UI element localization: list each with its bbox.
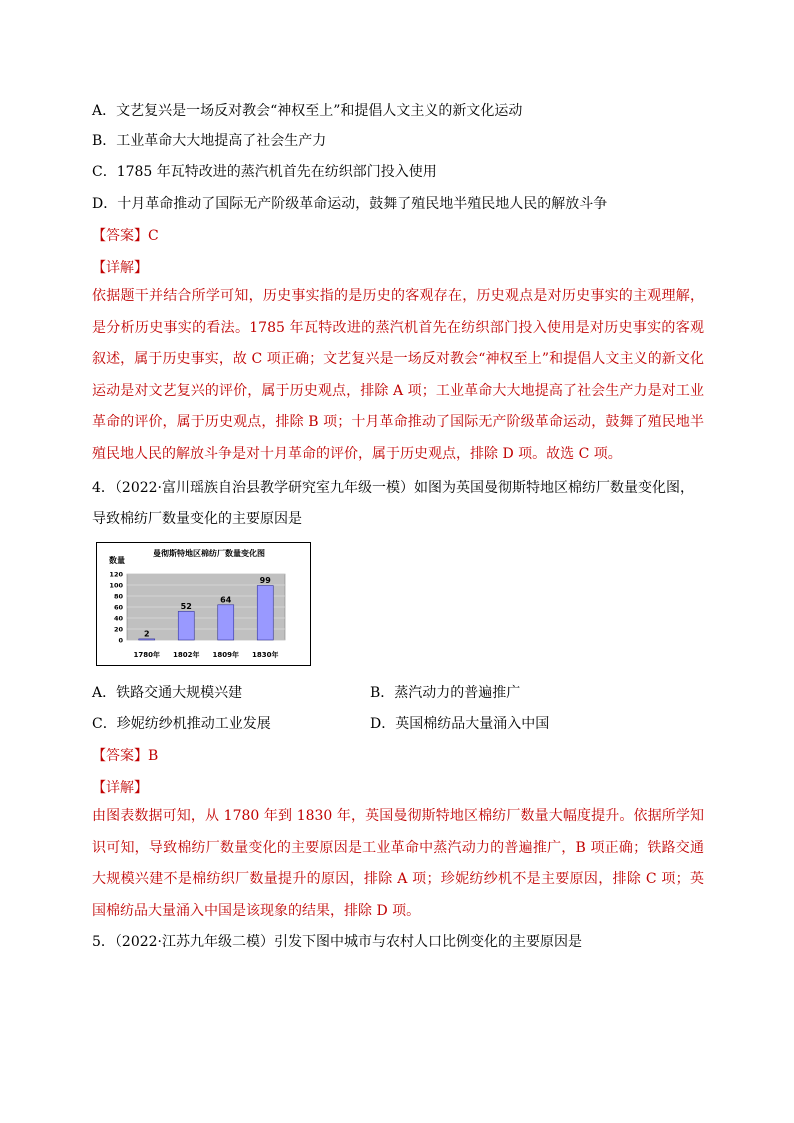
q4-option-c: C．珍妮纺纱机推动工业发展 — [92, 716, 271, 732]
y-tick-label: 120 — [109, 570, 123, 579]
q5-stem: 5．（2022·江苏九年级二模）引发下图中城市与农村人口比例变化的主要原因是 — [92, 934, 582, 950]
bar — [139, 639, 155, 640]
q4-detail-text: 由图表数据可知，从 1780 年到 1830 年，英国曼彻斯特地区棉纺厂数量大幅度提升。依据所学知识可知，导致棉纺厂数量变化的主要原因是工业革命中蒸汽动力的普遍推广，B 项正确；铁路交通大规模兴建不是棉纺织厂数量提升的原因，排除 A 项；珍妮纺纱机不是主要原因，排除 C 项；英国棉纺品大量涌入中国是该现象的结果，排除 D 项。 — [92, 808, 704, 919]
x-tick-label: 1809年 — [212, 651, 239, 659]
q3-option-a: A．文艺复兴是一场反对教会“神权至上”和提倡人文主义的新文化运动 — [92, 103, 523, 119]
q3-answer-label: 【答案】 — [92, 228, 148, 244]
data-label: 64 — [220, 595, 232, 605]
q4-stem-line2: 导致棉纺厂数量变化的主要原因是 — [92, 511, 302, 527]
x-tick-label: 1830年 — [252, 651, 279, 659]
y-axis-label: 数量 — [109, 556, 125, 565]
chart — [97, 543, 310, 665]
data-label: 52 — [180, 601, 192, 611]
q4-answer-label: 【答案】 — [92, 748, 148, 764]
y-tick-label: 20 — [113, 625, 123, 634]
y-tick-label: 0 — [118, 636, 123, 645]
q4-answer-value: B — [148, 748, 159, 764]
bar — [218, 605, 234, 640]
bar — [257, 586, 273, 640]
q3-option-d: D．十月革命推动了国际无产阶级革命运动，鼓舞了殖民地半殖民地人民的解放斗争 — [92, 196, 608, 212]
q4-detail-label: 【详解】 — [92, 780, 148, 796]
chart-figure — [96, 542, 311, 666]
y-tick-label: 80 — [113, 592, 123, 601]
q3-detail-label: 【详解】 — [92, 260, 148, 276]
data-label: 2 — [143, 629, 150, 639]
q3-option-c: C．1785 年瓦特改进的蒸汽机首先在纺织部门投入使用 — [92, 164, 437, 180]
q4-stem-line1: 4．（2022·富川瑶族自治县教学研究室九年级一模）如图为英国曼彻斯特地区棉纺厂数量变化图， — [92, 480, 694, 496]
q4-answer — [92, 746, 158, 766]
y-tick-label: 60 — [113, 603, 123, 612]
q4-option-a: A．铁路交通大规模兴建 — [92, 685, 243, 701]
q3-answer-value: C — [148, 228, 159, 244]
x-tick-label: 1802年 — [173, 651, 200, 659]
chart-title: 曼彻斯特地区棉纺厂数量变化图 — [153, 549, 265, 558]
x-tick-label: 1780年 — [133, 651, 160, 659]
y-tick-label: 40 — [113, 614, 123, 623]
q4-option-b: B．蒸汽动力的普遍推广 — [370, 685, 521, 701]
q3-detail-text: 依据题干并结合所学可知，历史事实指的是历史的客观存在，历史观点是对历史事实的主观理解，是分析历史事实的看法。1785 年瓦特改进的蒸汽机首先在纺织部门投入使用是对历史事实的客观叙述，属于历史事实，故 C 项正确；文艺复兴是一场反对教会“神权至上”和提倡人文主义的新文化运动是对文艺复兴的评价，属于历史观点，排除 A 项；工业革命大大地提高了社会生产力是对工业革命的评价，属于历史观点，排除 B 项；十月革命推动了国际无产阶级革命运动，鼓舞了殖民地半殖民地人民的解放斗争是对十月革命的评价，属于历史观点，排除 D 项。故选 C 项。 — [92, 288, 704, 462]
q3-option-b: B．工业革命大大地提高了社会生产力 — [92, 133, 327, 149]
q4-option-d: D．英国棉纺品大量涌入中国 — [370, 716, 550, 732]
y-tick-label: 100 — [109, 581, 123, 590]
q3-answer — [92, 226, 159, 246]
bar — [178, 611, 194, 640]
data-label: 99 — [259, 576, 271, 586]
